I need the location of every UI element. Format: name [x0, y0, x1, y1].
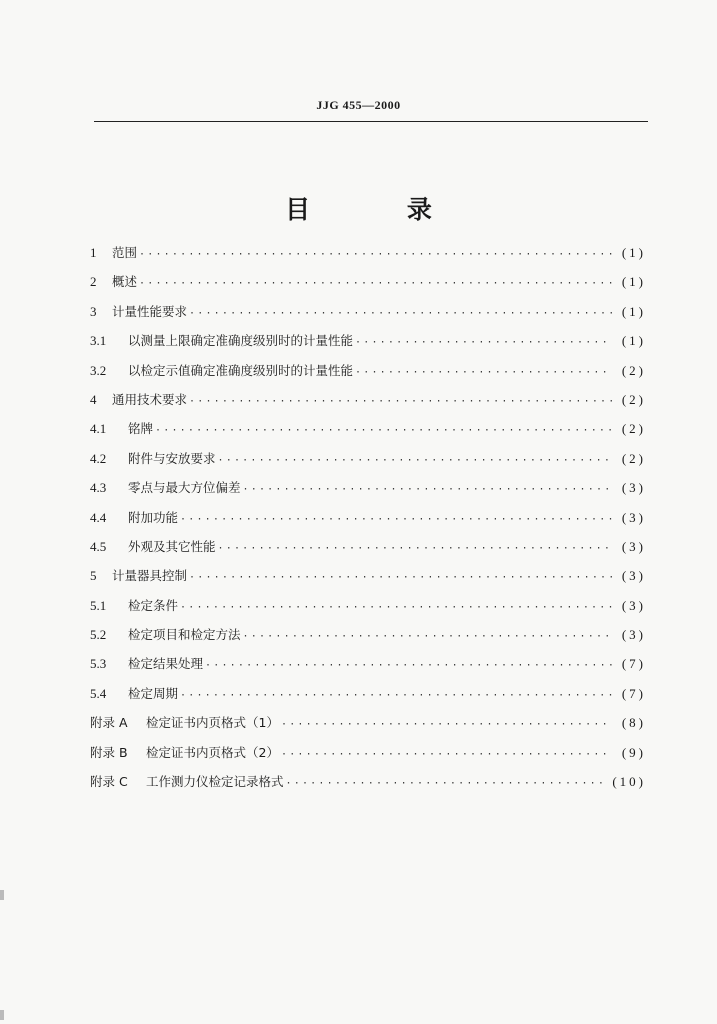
toc-entry-title: 附加功能 — [128, 509, 179, 525]
toc-entry — [90, 473, 646, 502]
toc-entry-title: 零点与最大方位偏差 — [128, 480, 241, 496]
toc-entry-title: 通用技术要求 — [112, 391, 188, 407]
toc-entry-page: (2) — [621, 362, 646, 378]
toc-entry — [90, 267, 646, 296]
toc-entry-title: 范围 — [112, 245, 138, 260]
toc-entry-title: 计量性能要求 — [112, 303, 188, 319]
toc-entry-page: (1) — [621, 333, 646, 349]
toc-entry-page: (7) — [621, 685, 646, 701]
toc-entry — [90, 444, 646, 473]
toc-entry-title: 外观及其它性能 — [128, 538, 216, 554]
toc-entry-number: 5.4 — [90, 685, 107, 701]
toc-entry-title: 计量器具控制 — [112, 568, 188, 584]
toc-dot-leader — [281, 710, 612, 739]
toc-entry — [90, 356, 646, 385]
toc-dot-leader — [155, 416, 612, 445]
toc-entry-page: (3) — [621, 480, 646, 496]
toc-entry — [90, 532, 646, 561]
toc-entry-title: 附件与安放要求 — [128, 450, 216, 466]
toc-dot-leader — [180, 505, 612, 534]
toc-entry-page: (10) — [612, 774, 646, 790]
toc-entry-number: 4.3 — [90, 480, 107, 496]
toc-entry — [90, 767, 646, 796]
toc-entry-page: (2) — [621, 421, 646, 437]
standard-code-header: JJG 455—2000 — [316, 98, 401, 112]
toc-entry — [90, 385, 646, 414]
toc-entry-page: (3) — [621, 627, 646, 643]
toc-entry-title: 铭牌 — [128, 421, 154, 437]
toc-entry-title: 以检定示值确定准确度级别时的计量性能 — [128, 362, 354, 378]
toc-entry — [90, 679, 646, 708]
toc-entry-number: 5.2 — [90, 627, 107, 643]
toc-entry-number: 4.5 — [90, 538, 107, 554]
toc-entry-number: 4.4 — [90, 509, 107, 525]
toc-dot-leader — [189, 299, 612, 328]
toc-entry-number: 附录 A — [90, 715, 128, 731]
toc-entry-page: (1) — [621, 274, 646, 290]
toc-entry — [90, 561, 646, 590]
toc-entry-page: (2) — [621, 391, 646, 407]
toc-entry-page: (1) — [621, 303, 646, 319]
toc-dot-leader — [355, 358, 612, 387]
toc-entry-page: (3) — [621, 509, 646, 525]
scan-edge-mark — [0, 1010, 4, 1020]
toc-entry-number: 附录 B — [90, 744, 128, 760]
toc-dot-leader — [189, 387, 612, 416]
header-rule — [94, 121, 648, 122]
toc-entry — [90, 238, 646, 267]
toc-entry-number: 3 — [90, 303, 97, 319]
toc-dot-leader — [243, 475, 612, 504]
toc-entry-title: 检定结果处理 — [128, 656, 204, 672]
toc-entry-number: 5.1 — [90, 597, 107, 613]
toc-entry-title: 检定条件 — [128, 597, 179, 613]
toc-entry-title: 检定证书内页格式（1） — [146, 715, 279, 731]
toc-dot-leader — [189, 563, 612, 592]
toc-entry — [90, 297, 646, 326]
toc-entry-title: 检定证书内页格式（2） — [146, 744, 279, 760]
toc-entry — [90, 738, 646, 767]
toc-dot-leader — [139, 240, 612, 269]
toc-entry — [90, 649, 646, 678]
toc-dot-leader — [218, 446, 612, 475]
toc-entry-number: 4 — [90, 391, 97, 407]
toc-entry-number: 5.3 — [90, 656, 107, 672]
toc-entry-number: 1 — [90, 245, 97, 260]
toc-entry-title: 概述 — [112, 274, 138, 290]
toc-entry — [90, 591, 646, 620]
toc-entry-number: 3.2 — [90, 362, 107, 378]
toc-list — [90, 238, 646, 796]
toc-dot-leader — [218, 534, 612, 563]
toc-dot-leader — [180, 681, 612, 710]
toc-entry-page: (7) — [621, 656, 646, 672]
toc-dot-leader — [355, 328, 612, 357]
toc-entry-title: 以测量上限确定准确度级别时的计量性能 — [128, 333, 354, 349]
toc-entry-title: 检定项目和检定方法 — [128, 627, 241, 643]
toc-entry-title: 工作测力仪检定记录格式 — [146, 774, 284, 790]
toc-entry-page: (3) — [621, 538, 646, 554]
toc-entry — [90, 620, 646, 649]
toc-dot-leader — [281, 740, 612, 769]
toc-entry-page: (3) — [621, 568, 646, 584]
toc-entry — [90, 326, 646, 355]
toc-entry-page: (8) — [621, 715, 646, 731]
toc-entry — [90, 414, 646, 443]
toc-entry-number: 2 — [90, 274, 97, 290]
toc-entry-number: 5 — [90, 568, 97, 584]
toc-dot-leader — [180, 593, 612, 622]
toc-entry — [90, 503, 646, 532]
scan-edge-mark — [0, 890, 4, 900]
toc-entry-page: (3) — [621, 597, 646, 613]
toc-dot-leader — [205, 651, 612, 680]
toc-entry-number: 3.1 — [90, 333, 107, 349]
toc-entry-page: (1) — [621, 245, 646, 260]
toc-dot-leader — [243, 622, 612, 651]
toc-entry-number: 4.2 — [90, 450, 107, 466]
toc-entry-number: 附录 C — [90, 774, 128, 790]
toc-dot-leader — [286, 769, 609, 798]
toc-entry — [90, 708, 646, 737]
toc-entry-page: (9) — [621, 744, 646, 760]
toc-title: 目 录 — [285, 195, 476, 224]
toc-entry-page: (2) — [621, 450, 646, 466]
toc-entry-number: 4.1 — [90, 421, 107, 437]
toc-dot-leader — [139, 269, 612, 298]
toc-entry-title: 检定周期 — [128, 685, 179, 701]
